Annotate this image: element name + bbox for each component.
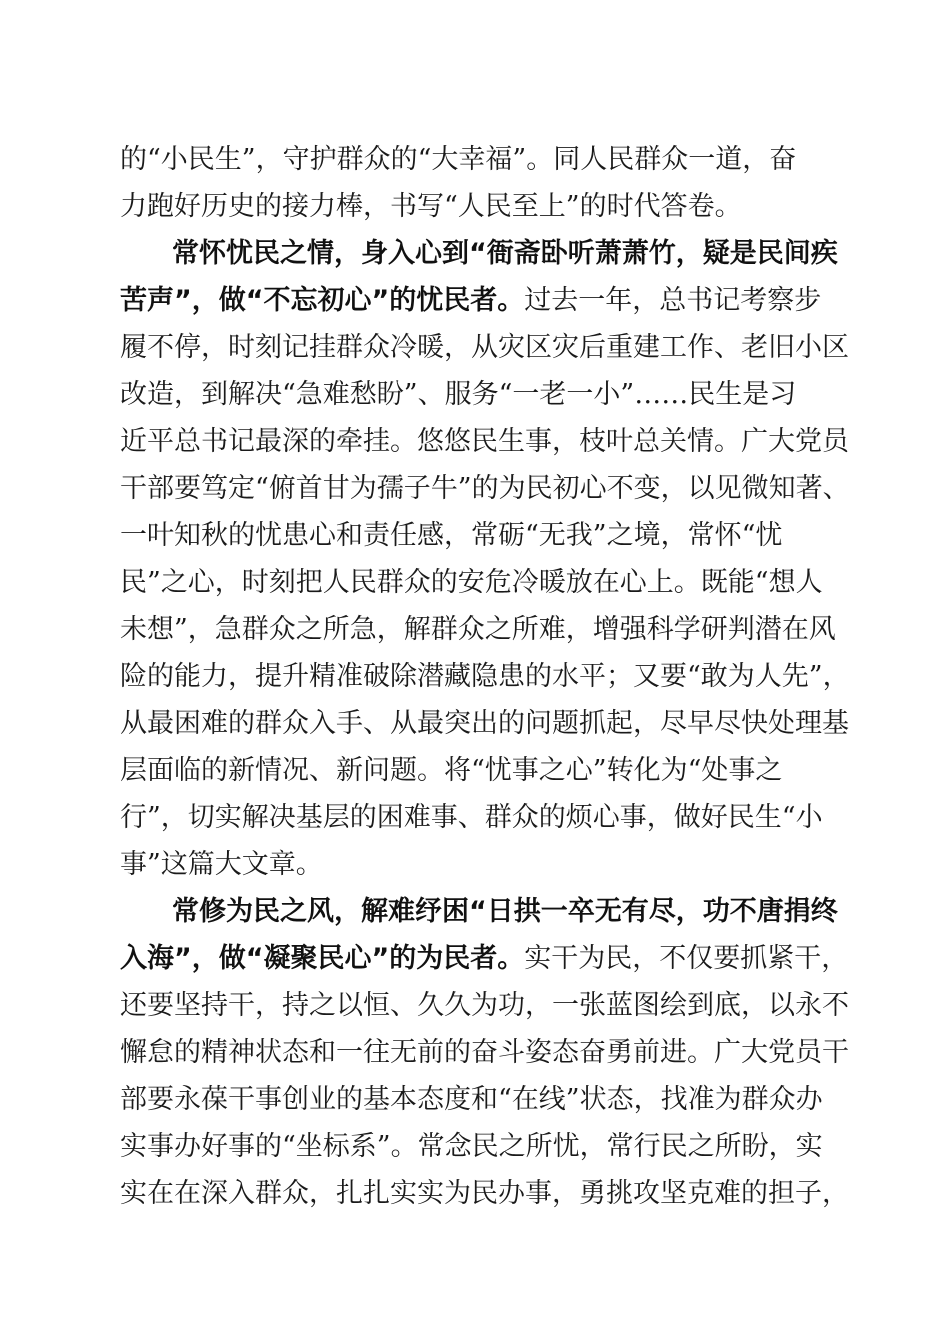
body-line: 近平总书记最深的牵挂。悠悠民生事，枝叶总关情。广大党员 — [120, 426, 849, 457]
body-line: 干部要笃定“俯首甘为孺子牛”的为民初心不变，以见微知著、 — [120, 473, 850, 504]
body-line: 的“小民生”，守护群众的“大幸福”。同人民群众一道，奋 — [120, 144, 797, 175]
body-line: 行”，切实解决基层的困难事、群众的烦心事，做好民生“小 — [120, 802, 823, 833]
body-line: 实事办好事的“坐标系”。常念民之所忧，常行民之所盼，实 — [120, 1131, 823, 1162]
body-line: 懈怠的精神状态和一往无前的奋斗姿态奋勇前进。广大党员干 — [120, 1037, 849, 1068]
body-line: 改造，到解决“急难愁盼”、服务“一老一小”……民生是习 — [120, 379, 797, 410]
paragraph-heading-line: 常修为民之风，解难纾困“日拱一卒无有尽，功不唐捐终 — [172, 896, 838, 927]
body-line: 力跑好历史的接力棒，书写“人民至上”的时代答卷。 — [120, 191, 742, 222]
body-line: 一叶知秋的忧患心和责任感，常砺“无我”之境，常怀“忧 — [120, 520, 783, 551]
body-line: 部要永葆干事创业的基本态度和“在线”状态，找准为群众办 — [120, 1084, 823, 1115]
body-line: 实在在深入群众，扎扎实实为民办事，勇挑攻坚克难的担子， — [120, 1178, 849, 1209]
body-line: 还要坚持干，持之以恒、久久为功，一张蓝图绘到底，以永不 — [120, 990, 849, 1021]
body-line: 从最困难的群众入手、从最突出的问题抓起，尽早尽快处理基 — [120, 708, 849, 739]
body-line: 民”之心，时刻把人民群众的安危冷暖放在心上。既能“想人 — [120, 567, 823, 598]
body-line: 险的能力，提升精准破除潜藏隐患的水平；又要“敢为人先”， — [120, 661, 850, 692]
paragraph-heading-line: 常怀忧民之情，身入心到“衙斋卧听萧萧竹，疑是民间疾 — [172, 238, 838, 269]
paragraph-heading-line: 苦声”，做“不忘初心”的忧民者。过去一年，总书记考察步 — [120, 285, 822, 316]
body-line: 履不停，时刻记挂群众冷暖，从灾区灾后重建工作、老旧小区 — [120, 332, 849, 363]
body-line: 事”这篇大文章。 — [120, 849, 323, 880]
paragraph-heading-line: 入海”，做“凝聚民心”的为民者。实干为民，不仅要抓紧干， — [120, 943, 849, 974]
body-line: 层面临的新情况、新问题。将“忧事之心”转化为“处事之 — [120, 755, 783, 786]
body-line: 未想”，急群众之所急，解群众之所难，增强科学研判潜在风 — [120, 614, 836, 645]
